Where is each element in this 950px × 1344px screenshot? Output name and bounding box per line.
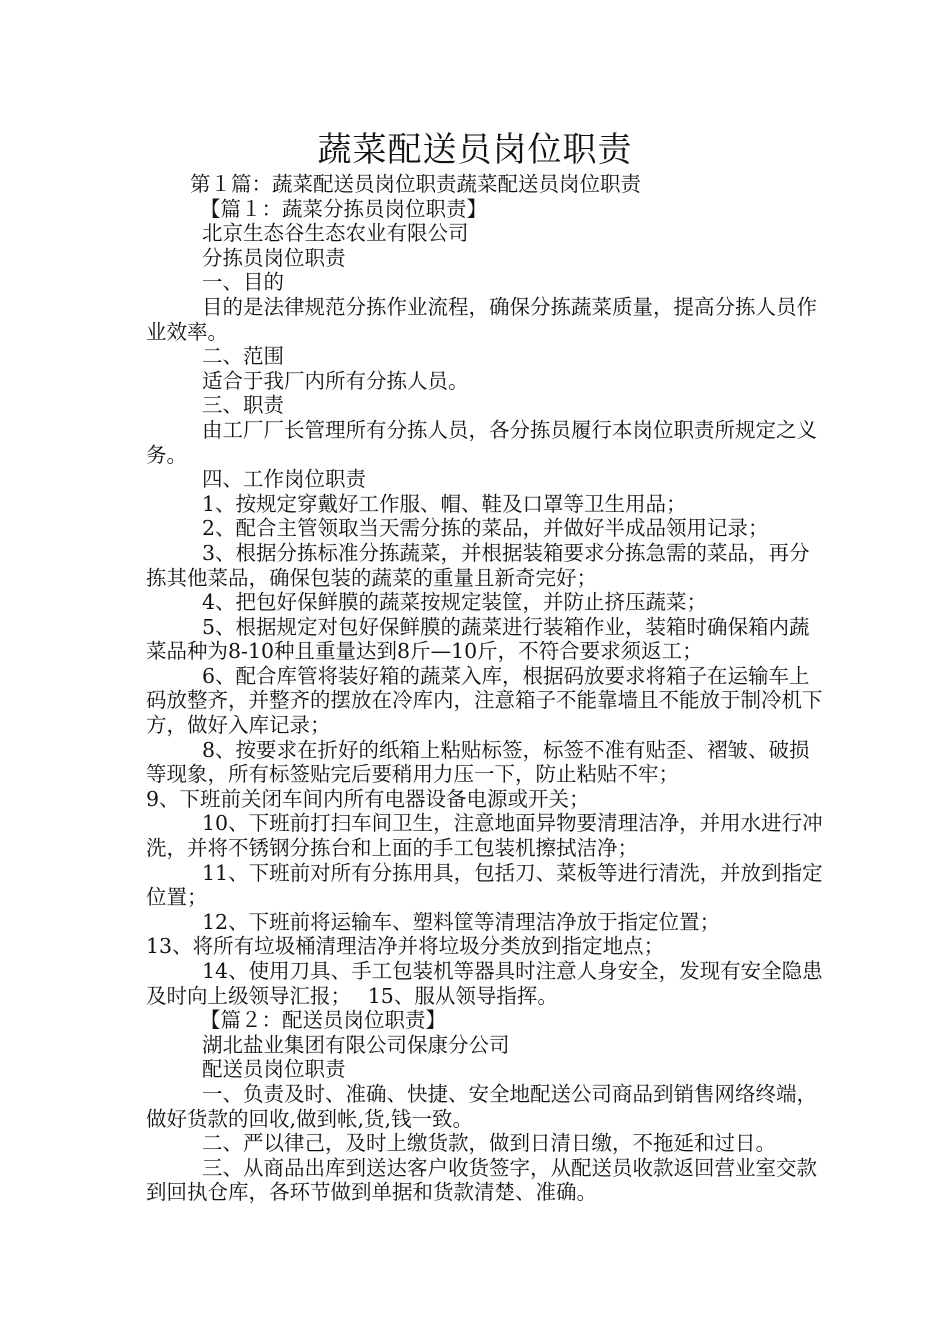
paragraph: 三、职责 [202,393,284,418]
document-subtitle: 第１篇：蔬菜配送员岗位职责蔬菜配送员岗位职责 [190,172,641,196]
paragraph: 3、根据分拣标准分拣蔬菜，并根据装箱要求分拣急需的菜品，再分拣其他菜品，确保包装的蔬菜的重量且新奇完好； [146,540,810,590]
document-body [146,172,826,1205]
paragraph: 一、负责及时、准确、快捷、安全地配送公司商品到销售网络终端，做好货款的回收,做到帐,货,钱一致。 [146,1081,817,1131]
paragraph: 一、目的 [202,270,284,295]
paragraph: 10、下班前打扫车间卫生，注意地面异物要清理洁净，并用水进行冲洗，并将不锈钢分拣台和上面的手工包装机擦拭洁净； [146,811,823,861]
paragraph: 4、把包好保鲜膜的蔬菜按规定装筐，并防止挤压蔬菜； [202,590,708,615]
paragraph: 北京生态谷生态农业有限公司 [202,221,469,246]
paragraph: 二、严以律己，及时上缴货款，做到日清日缴，不拖延和过日。 [202,1131,776,1156]
paragraph: 由工厂厂长管理所有分拣人员，各分拣员履行本岗位职责所规定之义务。 [146,417,817,467]
paragraph: 【篇１：蔬菜分拣员岗位职责】 [200,196,487,221]
paragraph: 三、从商品出库到送达客户收货签字，从配送员收款返回营业室交款到回执仓库，各环节做到单据和货款清楚、准确。 [146,1155,817,1205]
paragraph: 配送员岗位职责 [202,1057,346,1082]
paragraph: 目的是法律规范分拣作业流程，确保分拣蔬菜质量，提高分拣人员作业效率。 [146,294,817,344]
paragraph: 12、下班前将运输车、塑料筐等清理洁净放于指定位置； [202,909,721,934]
paragraph: 分拣员岗位职责 [202,245,346,270]
paragraph: 四、工作岗位职责 [202,467,366,492]
paragraph: 6、配合库管将装好箱的蔬菜入库，根据码放要求将箱子在运输车上码放整齐，并整齐的摆放在冷库内，注意箱子不能靠墙且不能放于制冷机下方，做好入库记录； [146,663,823,738]
paragraph: 11、下班前对所有分拣用具，包括刀、菜板等进行清洗，并放到指定位置； [146,860,823,910]
paragraph: 适合于我厂内所有分拣人员。 [202,368,469,393]
paragraph: 5、根据规定对包好保鲜膜的蔬菜进行装箱作业，装箱时确保箱内蔬菜品种为8-10种且重量达到8斤—10斤，不符合要求须返工； [146,614,810,664]
paragraph: 湖北盐业集团有限公司保康分公司 [202,1032,510,1057]
paragraph: 8、按要求在折好的纸箱上粘贴标签，标签不准有贴歪、褶皱、破损等现象，所有标签贴完后要稍用力压一下，防止粘贴不牢； [146,737,810,787]
paragraph: 13、将所有垃圾桶清理洁净并将垃圾分类放到指定地点； [146,934,665,959]
paragraph: 9、下班前关闭车间内所有电器设备电源或开关； [146,786,590,811]
paragraph: 14、使用刀具、手工包装机等器具时注意人身安全，发现有安全隐患及时向上级领导汇报； 15、服从领导指挥。 [146,959,823,1008]
paragraph-list [146,197,826,1205]
paragraph: 2、配合主管领取当天需分拣的菜品，并做好半成品领用记录； [202,516,769,541]
paragraph: 二、范围 [202,344,284,369]
paragraph: 【篇２：配送员岗位职责】 [200,1008,446,1033]
paragraph: 1、按规定穿戴好工作服、帽、鞋及口罩等卫生用品； [202,491,687,516]
document-title: 蔬菜配送员岗位职责 [317,130,633,170]
